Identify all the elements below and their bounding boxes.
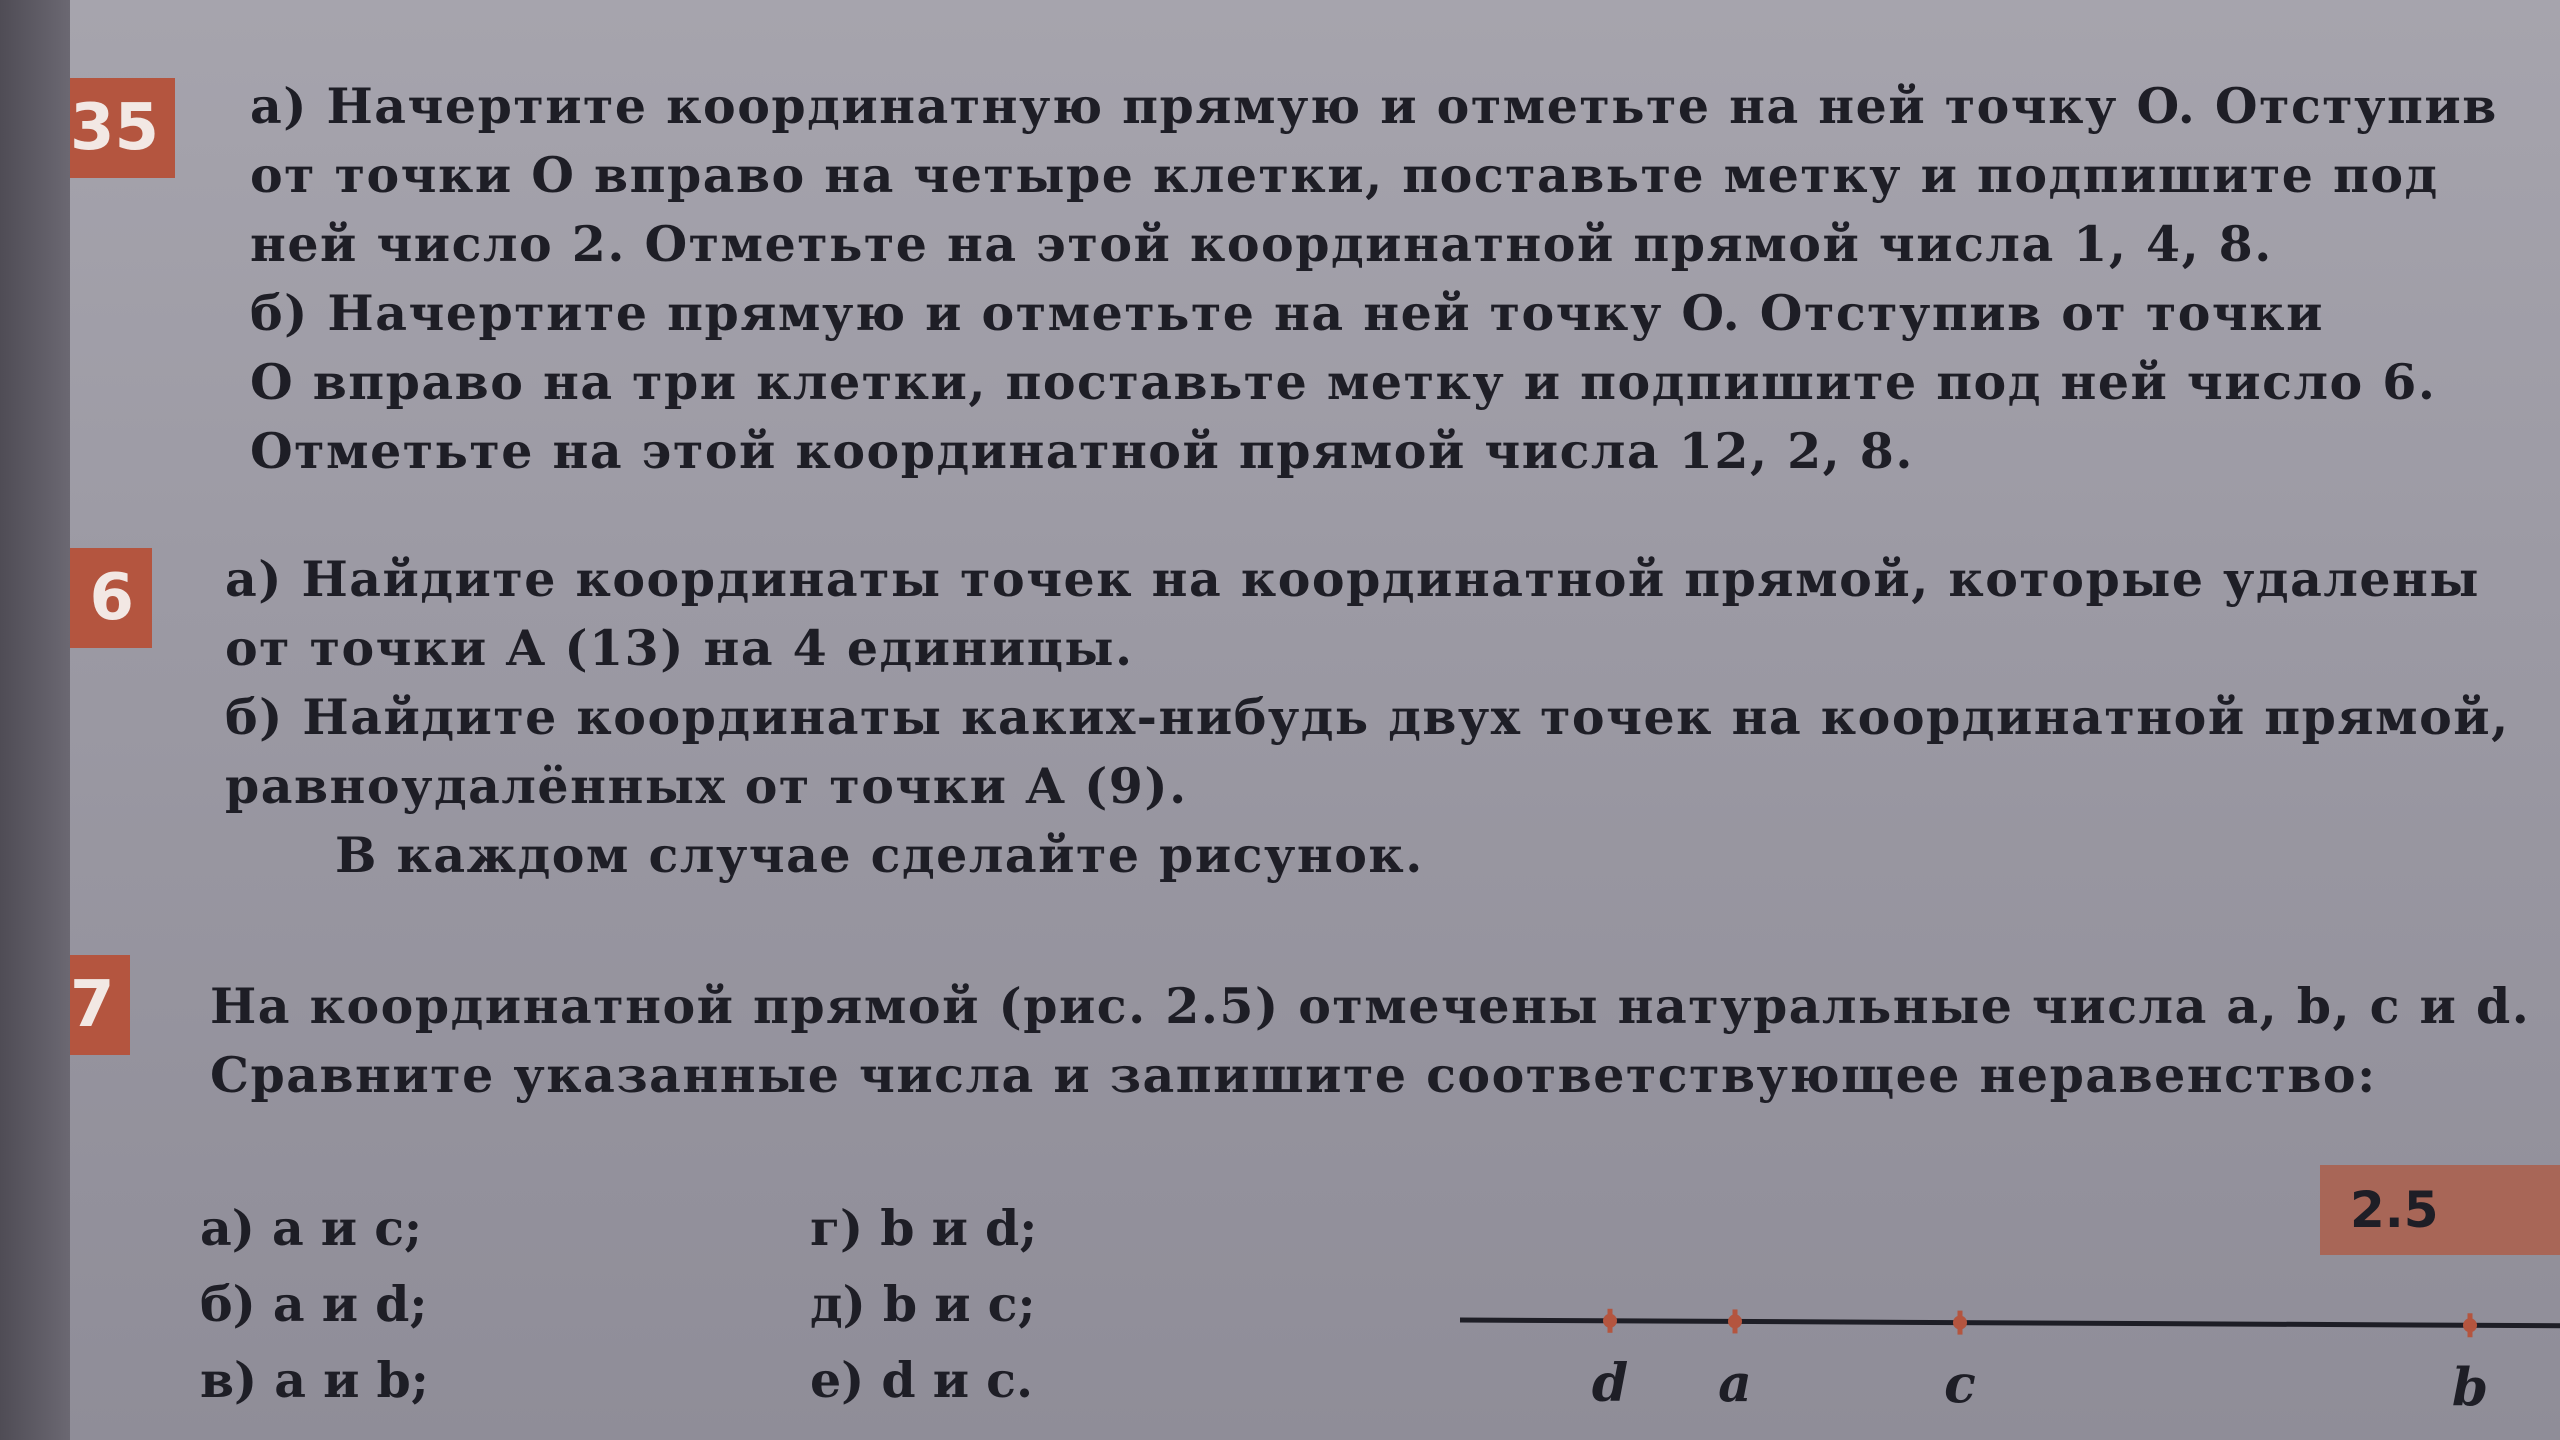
answer-option-v: в) a и b;	[200, 1351, 429, 1409]
problem-36-line-4: равноудалённых от точки A (9).	[225, 757, 1188, 815]
number-line-point-c	[1953, 1316, 1967, 1330]
problem-35-line-5: O вправо на три клетки, поставьте метку и подпишите под ней число 6.	[250, 353, 2437, 411]
number-line-label-b: b	[2451, 1357, 2489, 1419]
problem-35-line-2: от точки O вправо на четыре клетки, поставьте метку и подпишите под	[250, 146, 2439, 204]
number-line-label-c: c	[1944, 1354, 1976, 1416]
problem-36-line-2: от точки A (13) на 4 единицы.	[225, 619, 1134, 677]
answer-option-e: е) d и c.	[810, 1351, 1034, 1409]
number-line-label-a: a	[1718, 1353, 1752, 1415]
textbook-page	[70, 0, 2560, 1440]
number-line-label-d: d	[1591, 1352, 1629, 1414]
answer-option-g: г) b и d;	[810, 1199, 1038, 1257]
number-line-point-b	[2463, 1318, 2477, 1332]
number-line-figure	[1460, 1270, 2560, 1420]
problem-number-tab-37: 7	[70, 955, 130, 1055]
problem-37-line-2: Сравните указанные числа и запишите соответствующее неравенство:	[210, 1046, 2377, 1104]
problem-36-line-1: а) Найдите координаты точек на координатной прямой, которые удалены	[225, 550, 2481, 608]
number-line-point-d	[1603, 1314, 1617, 1328]
answer-options-col-1	[200, 1190, 429, 1418]
answer-option-d: д) b и c;	[810, 1275, 1036, 1333]
answer-option-a: а) a и c;	[200, 1199, 423, 1257]
problem-35	[250, 72, 2498, 486]
problem-36	[225, 545, 2510, 890]
problem-35-line-6: Отметьте на этой координатной прямой числа 12, 2, 8.	[250, 422, 1914, 480]
problem-37-line-1: На координатной прямой (рис. 2.5) отмечены натуральные числа a, b, c и d.	[210, 977, 2531, 1035]
problem-36-line-3: б) Найдите координаты каких-нибудь двух точек на координатной прямой,	[225, 688, 2510, 746]
problem-35-line-4: б) Начертите прямую и отметьте на ней точку O. Отступив от точки	[250, 284, 2324, 342]
figure-label: 2.5	[2320, 1165, 2560, 1255]
problem-number-tab-35: 35	[70, 78, 175, 178]
answer-option-b: б) a и d;	[200, 1275, 428, 1333]
problem-37	[210, 972, 2530, 1110]
number-line-axis	[1460, 1320, 2560, 1326]
problem-36-line-5: В каждом случае сделайте рисунок.	[335, 826, 1424, 884]
problem-number-tab-36: 6	[70, 548, 152, 648]
problem-35-line-1: а) Начертите координатную прямую и отметьте на ней точку O. Отступив	[250, 77, 2498, 135]
problem-35-line-3: ней число 2. Отметьте на этой координатной прямой числа 1, 4, 8.	[250, 215, 2273, 273]
answer-options-col-2	[810, 1190, 1037, 1418]
number-line-point-a	[1728, 1314, 1742, 1328]
